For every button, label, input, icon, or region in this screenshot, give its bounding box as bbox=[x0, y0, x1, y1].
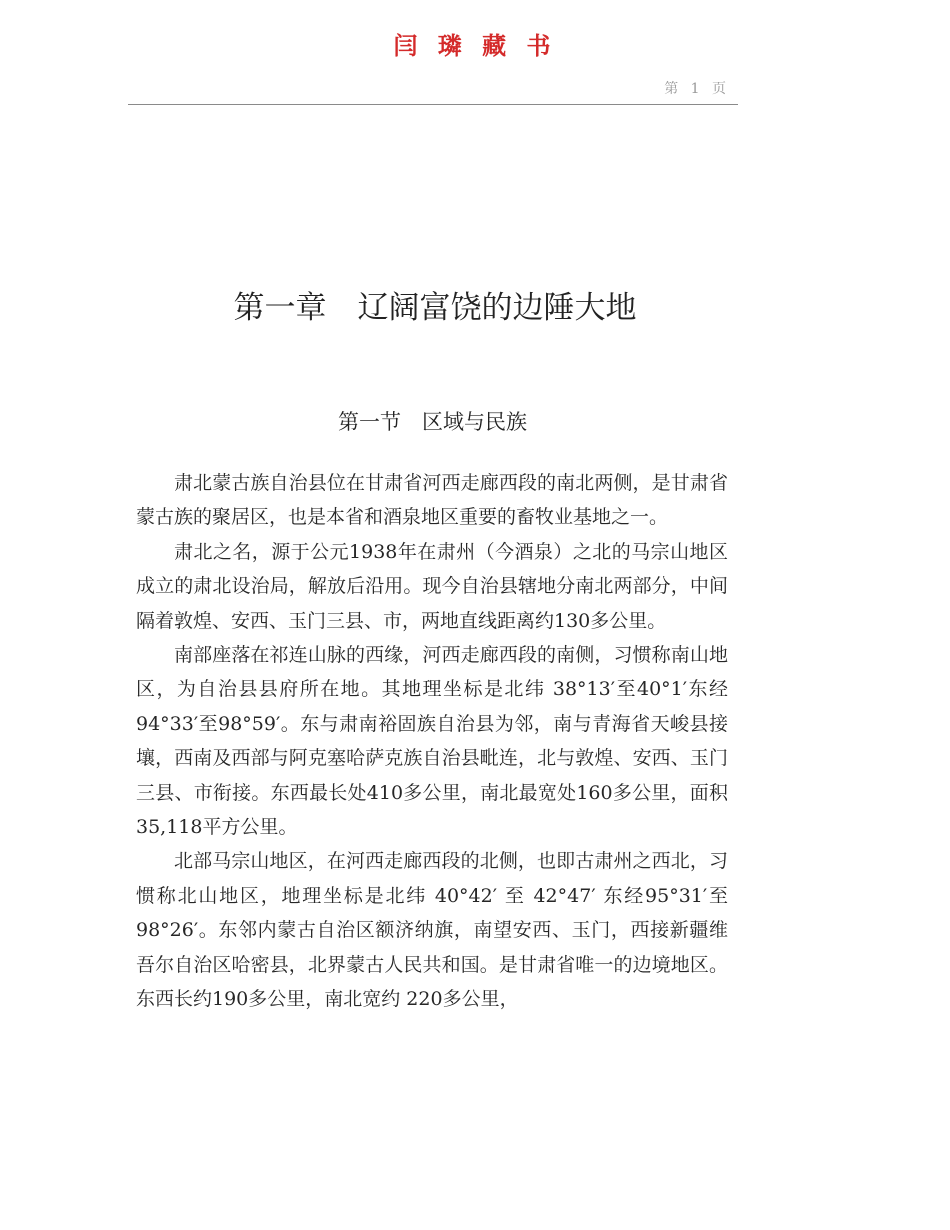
paragraph: 北部马宗山地区，在河西走廊西段的北侧，也即古肃州之西北，习惯称北山地区，地理坐标是北纬 40°42′ 至 42°47′ 东经95°31′至98°26′。东邻内蒙古自治区额济纳旗，南望安西、玉门，西接新疆维吾尔自治区哈密县，北界蒙古人民共和国。是甘肃省唯一的边境地区。东西长约190多公里，南北宽约 220多公里， bbox=[136, 850, 728, 1011]
paragraph: 南部座落在祁连山脉的西缘，河西走廊西段的南侧，习惯称南山地区，为自治县县府所在地。其地理坐标是北纬 38°13′至40°1′东经94°33′至98°59′。东与肃南裕固族自治县为邻，南与青海省天峻县接壤，西南及西部与阿克塞哈萨克族自治县毗连，北与敦煌、安西、玉门三县、市衔接。东西最长处410多公里，南北最宽处160多公里，面积 35,118平方公里。 bbox=[136, 644, 728, 839]
body-text bbox=[136, 466, 728, 1017]
paragraph: 肃北之名，源于公元1938年在肃州（今酒泉）之北的马宗山地区成立的肃北设治局，解放后沿用。现今自治县辖地分南北两部分，中间隔着敦煌、安西、玉门三县、市，两地直线距离约130多公里。 bbox=[136, 540, 728, 632]
header-divider bbox=[128, 104, 738, 105]
section-title: 第一节 区域与民族 bbox=[338, 410, 527, 434]
paragraph: 肃北蒙古族自治县位在甘肃省河西走廊西段的南北两侧，是甘肃省蒙古族的聚居区，也是本省和酒泉地区重要的畜牧业基地之一。 bbox=[136, 472, 728, 529]
chapter-title: 第一章 辽阔富饶的边陲大地 bbox=[233, 290, 637, 326]
page-number: 第 1 页 bbox=[664, 81, 730, 97]
collection-stamp: 闫 璘 藏 书 bbox=[393, 31, 557, 60]
